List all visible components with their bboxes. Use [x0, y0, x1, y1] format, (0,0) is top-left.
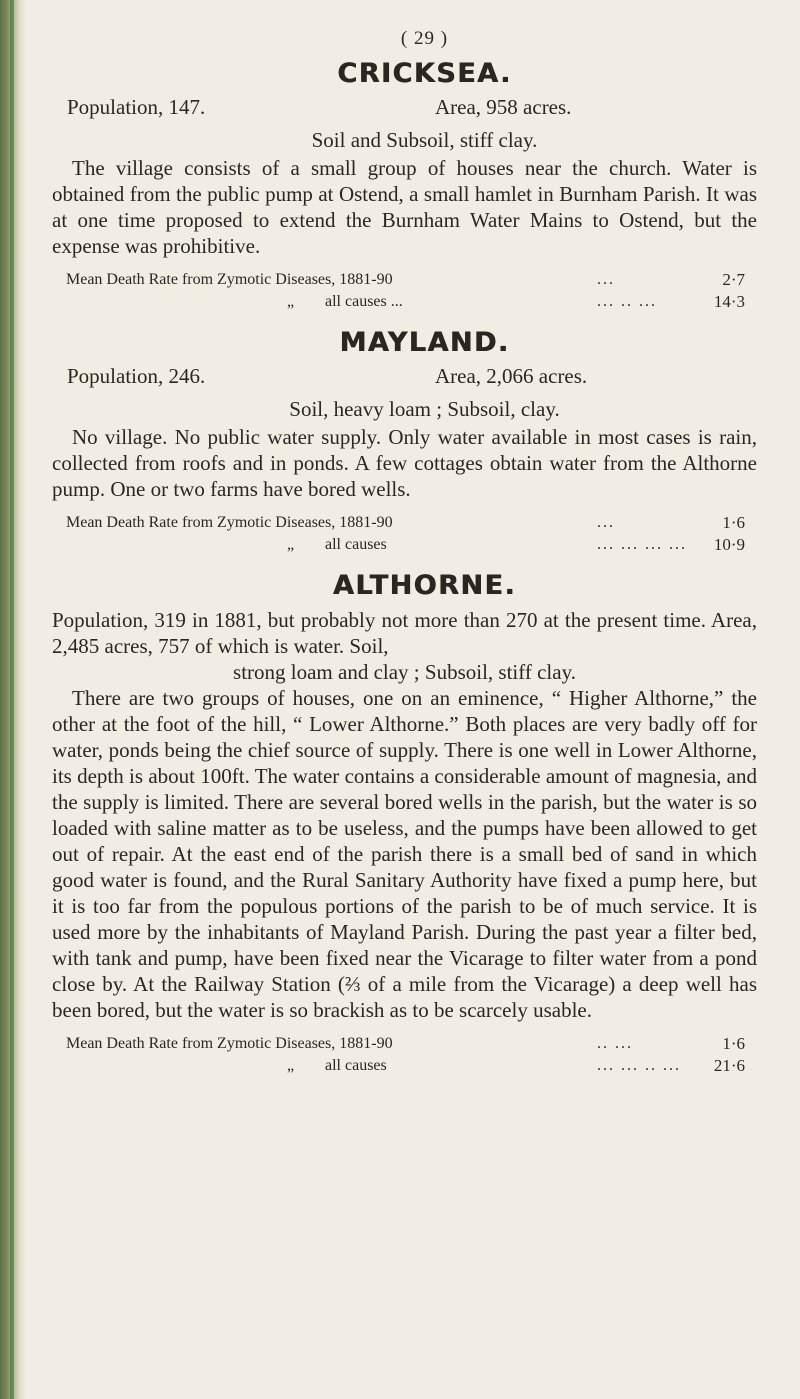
soil-text: Soil, heavy loam ; Subsoil, clay. [289, 397, 560, 421]
soil-text: Soil and Subsoil, stiff clay. [311, 128, 538, 152]
rate-row-zymotic [52, 512, 757, 534]
rate-value: 21·6 [713, 1056, 745, 1075]
death-rates [52, 1033, 757, 1077]
ditto-mark: „ [287, 536, 295, 553]
rate-row-zymotic [52, 1033, 757, 1055]
area-text: Area, 2,066 acres. [435, 364, 588, 388]
description-paragraph: There are two groups of houses, one on an eminence, “ Higher Althorne,” the other at the foot of the hill, “ Lower Althorne.” Both places are very badly off for water, ponds being the chief source of supply. There is one well in Lower Althorne, its depth is about 100ft. The water contains a considerable amount of magnesia, and the supply is limited. There are several bored wells in the parish, but the water is so loaded with saline matter as to be useless, and the pumps have been allowed to get out of repair. At the east end of the parish there is a small bed of sand in which good water is found, and the Rural Sanitary Authority have fixed a pump here, but it is too far from the populous portions of the parish to be of much service. It is used more by the inhabitants of Mayland Parish. During the past year a filter bed, with tank and pump, have been fixed near the Vicarage to filter water from a pond close by. At the Railway Station (⅔ of a mile from the Vicarage) a deep well has been bored, but the water is so brackish as to be scarcely usable. [52, 686, 757, 1022]
intro-paragraph: Population, 319 in 1881, but probably not more than 270 at the present time. Area, 2,485 acres, 757 of which is water. Soil, [52, 608, 757, 658]
rate-label: all causes ... [325, 293, 403, 310]
rate-dots: ... ... .. ... [597, 1057, 681, 1074]
rate-row-all-causes [52, 1055, 757, 1077]
rate-value: 10·9 [713, 535, 745, 554]
rate-row-all-causes [52, 534, 757, 556]
section-althorne [52, 570, 757, 1077]
description-paragraph: No village. No public water supply. Only water available in most cases is rain, collected from roofs and in ponds. A few cottages obtain water from the Althorne pump. One or two farms have bored wells. [52, 425, 757, 501]
area-text: Area, 958 acres. [435, 95, 572, 119]
rate-dots: ... [597, 514, 615, 531]
rate-row-all-causes [52, 291, 757, 313]
section-mayland [52, 327, 757, 556]
stats-line [52, 364, 757, 394]
page-number: ( 29 ) [400, 28, 449, 49]
rate-label: all causes [325, 536, 387, 553]
population-text: Population, 147. [67, 95, 206, 119]
binding-thread [10, 0, 14, 1399]
rate-dots: ... ... ... ... [597, 536, 687, 553]
rate-label: Mean Death Rate from Zymotic Diseases, 1881-90 [66, 271, 393, 288]
rate-value: 1·6 [722, 513, 745, 532]
population-text: Population, 246. [67, 364, 206, 388]
rate-dots: .. ... [597, 1035, 633, 1052]
rate-row-zymotic [52, 269, 757, 291]
rate-value: 2·7 [722, 270, 745, 289]
death-rates [52, 269, 757, 313]
ditto-mark: „ [287, 1057, 295, 1074]
ditto-mark: „ [287, 293, 295, 310]
rate-label: Mean Death Rate from Zymotic Diseases, 1881-90 [66, 514, 393, 531]
rate-value: 1·6 [722, 1034, 745, 1053]
stats-line [52, 95, 757, 125]
section-cricksea [52, 58, 757, 313]
section-title: MAYLAND. [339, 327, 510, 358]
description-paragraph: The village consists of a small group of houses near the church. Water is obtained from the public pump at Ostend, a small hamlet in Burnham Parish. It was at one time proposed to extend the Burnham Water Mains to Ostend, but the expense was prohibitive. [52, 156, 757, 258]
soil-text: strong loam and clay ; Subsoil, stiff clay. [233, 660, 576, 684]
rate-dots: ... .. ... [597, 293, 657, 310]
rate-value: 14·3 [713, 292, 745, 311]
rate-label: all causes [325, 1057, 387, 1074]
rate-dots: ... [597, 271, 615, 288]
page-content [52, 28, 757, 1091]
section-title: ALTHORNE. [332, 570, 517, 601]
section-title: CRICKSEA. [337, 58, 512, 89]
death-rates [52, 512, 757, 556]
rate-label: Mean Death Rate from Zymotic Diseases, 1881-90 [66, 1035, 393, 1052]
